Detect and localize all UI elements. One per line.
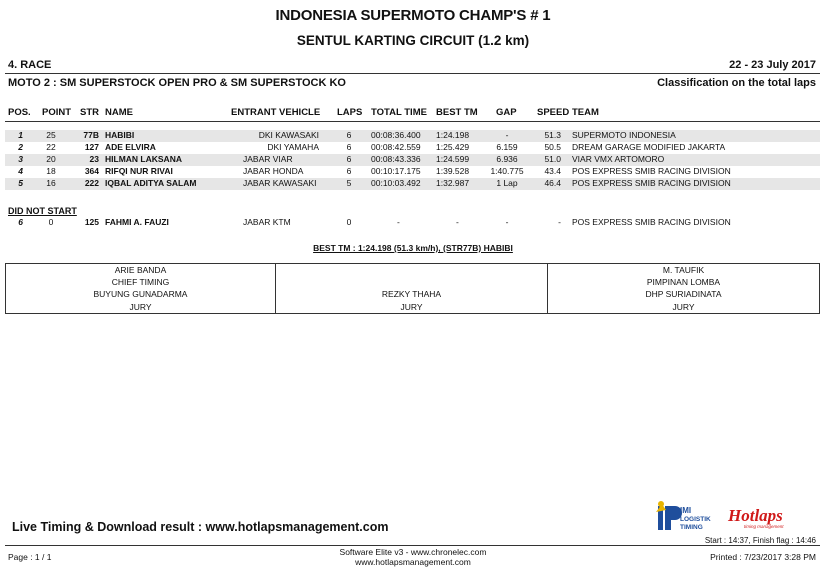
imi-text-line: TIMING <box>680 524 703 531</box>
row-name: IQBAL ADITYA SALAM <box>105 178 197 188</box>
row-laps: 6 <box>346 142 352 152</box>
row-point: 0 <box>48 217 54 227</box>
start-finish-time: Start : 14:37, Finish flag : 14:46 <box>704 536 816 545</box>
printed-timestamp: Printed : 7/23/2017 3:28 PM <box>710 552 816 562</box>
row-laps: 5 <box>346 178 352 188</box>
row-best-tm: - <box>456 217 459 227</box>
row-best-tm: 1:32.987 <box>436 178 470 188</box>
software-credit <box>0 547 826 567</box>
row-entrant: DKI YAMAHA <box>267 142 319 152</box>
signature-line: M. TAUFIK <box>662 265 705 275</box>
row-gap: - <box>505 217 509 227</box>
col-header-str: STR <box>80 107 99 118</box>
row-best-tm: 1:24.599 <box>436 154 470 164</box>
row-name: HABIBI <box>105 130 135 140</box>
row-name: HILMAN LAKSANA <box>105 154 182 164</box>
row-team: VIAR VMX ARTOMORO <box>572 154 665 164</box>
row-laps: 6 <box>346 154 352 164</box>
row-total-time: 00:08:43.336 <box>371 154 421 164</box>
col-header-laps: LAPS <box>337 107 363 118</box>
signature-column-right <box>548 264 819 313</box>
row-entrant: JABAR HONDA <box>243 166 304 176</box>
row-name: ADE ELVIRA <box>105 142 156 152</box>
col-header-speed: SPEED <box>537 107 570 118</box>
row-gap: 6.936 <box>496 154 518 164</box>
signature-line: BUYUNG GUNADARMA <box>93 289 188 300</box>
col-header-total-time: TOTAL TIME <box>371 107 427 118</box>
row-team: POS EXPRESS SMIB RACING DIVISION <box>572 217 731 227</box>
signature-line: CHIEF TIMING <box>111 277 170 288</box>
row-pos: 5 <box>18 178 23 188</box>
row-team: POS EXPRESS SMIB RACING DIVISION <box>572 166 731 176</box>
imi-logo-icon <box>656 501 682 530</box>
signature-line <box>276 264 547 276</box>
row-point: 16 <box>46 178 56 188</box>
row-pos: 6 <box>18 217 23 227</box>
row-total-time: 00:10:03.492 <box>371 178 421 188</box>
result-row <box>5 130 820 142</box>
race-label: 4. RACE <box>8 59 52 71</box>
row-best-tm: 1:25.429 <box>436 142 470 152</box>
row-str: 23 <box>89 154 99 164</box>
row-speed: 50.5 <box>544 142 561 152</box>
col-header-point: POINT <box>42 107 72 118</box>
row-best-tm: 1:24.198 <box>436 130 470 140</box>
row-str: 364 <box>84 166 99 176</box>
row-laps: 6 <box>346 130 352 140</box>
row-total-time: - <box>397 217 400 227</box>
row-str: 127 <box>84 142 99 152</box>
live-timing-link[interactable]: Live Timing & Download result : www.hotlapsmanagement.com <box>12 520 389 534</box>
dns-heading: DID NOT START <box>8 206 77 216</box>
row-team: POS EXPRESS SMIB RACING DIVISION <box>572 178 731 188</box>
row-str: 77B <box>83 130 99 140</box>
dns-row <box>5 217 820 229</box>
signature-line: JURY <box>400 301 423 312</box>
result-row <box>5 154 820 166</box>
row-gap: 1 Lap <box>496 178 518 188</box>
row-str: 125 <box>84 217 99 227</box>
row-entrant: DKI KAWASAKI <box>258 130 319 140</box>
col-header-name: NAME <box>105 107 133 118</box>
row-name: RIFQI NUR RIVAI <box>105 166 173 176</box>
row-point: 20 <box>46 154 56 164</box>
row-point: 25 <box>46 130 56 140</box>
imi-text-line: LOGISTIK <box>680 516 711 523</box>
row-total-time: 00:10:17.175 <box>371 166 421 176</box>
row-speed: 51.3 <box>544 130 561 140</box>
col-header-best-tm: BEST TM <box>436 107 478 118</box>
row-laps: 0 <box>346 217 352 227</box>
row-speed: 46.4 <box>544 178 561 188</box>
signature-column-left <box>6 264 276 313</box>
row-total-time: 00:08:36.400 <box>371 130 421 140</box>
row-laps: 6 <box>346 166 352 176</box>
row-entrant: JABAR KAWASAKI <box>243 178 317 188</box>
row-gap: - <box>505 130 509 140</box>
event-date: 22 - 23 July 2017 <box>729 59 816 71</box>
row-gap: 6.159 <box>496 142 518 152</box>
col-header-gap: GAP <box>496 107 517 118</box>
software-line: Software Elite v3 - www.chronelec.com <box>339 547 487 557</box>
signature-line: ARIE BANDA <box>114 265 167 275</box>
circuit-subtitle: SENTUL KARTING CIRCUIT (1.2 km) <box>296 33 530 48</box>
row-best-tm: 1:39.528 <box>436 166 470 176</box>
row-pos: 4 <box>18 166 23 176</box>
result-row <box>5 166 820 178</box>
col-header-entrant: ENTRANT VEHICLE <box>231 107 321 118</box>
signature-line: PIMPINAN LOMBA <box>646 277 721 288</box>
result-row <box>5 178 820 190</box>
row-speed: 51.0 <box>544 154 561 164</box>
col-header-team: TEAM <box>572 107 599 118</box>
row-speed: 43.4 <box>544 166 561 176</box>
document-title: INDONESIA SUPERMOTO CHAMP'S # 1 <box>275 7 551 24</box>
row-team: SUPERMOTO INDONESIA <box>572 130 676 140</box>
best-time-summary: BEST TM : 1:24.198 (51.3 km/h), (STR77B) HABIBI <box>313 243 513 253</box>
col-header-pos: POS. <box>8 107 31 118</box>
row-point: 22 <box>46 142 56 152</box>
signature-line: DHP SURIADINATA <box>645 289 722 300</box>
row-gap: 1:40.775 <box>490 166 524 176</box>
hotlaps-brand: Hotlaps <box>728 506 783 525</box>
signature-line: REZKY THAHA <box>381 289 442 300</box>
software-url[interactable]: www.hotlapsmanagement.com <box>355 557 471 567</box>
row-team: DREAM GARAGE MODIFIED JAKARTA <box>572 142 726 152</box>
signature-line <box>276 276 547 288</box>
row-pos: 3 <box>18 154 23 164</box>
row-entrant: JABAR VIAR <box>243 154 293 164</box>
imi-text-line: IMI <box>680 506 692 515</box>
hotlaps-tagline: timing management <box>744 524 784 529</box>
footer-divider <box>5 545 820 546</box>
signature-line: JURY <box>129 301 152 312</box>
page-number: Page : 1 / 1 <box>8 552 52 562</box>
row-str: 222 <box>84 178 99 188</box>
row-total-time: 00:08:42.559 <box>371 142 421 152</box>
row-pos: 2 <box>18 142 23 152</box>
header-divider <box>5 121 820 122</box>
row-pos: 1 <box>18 130 23 140</box>
row-speed: - <box>558 217 561 227</box>
signature-column-center <box>276 264 548 313</box>
signature-box <box>5 263 820 314</box>
classification-label: Classification on the total laps <box>657 77 816 89</box>
category-label: MOTO 2 : SM SUPERSTOCK OPEN PRO & SM SUPERSTOCK KO <box>8 77 346 89</box>
divider <box>5 73 820 74</box>
signature-line: JURY <box>672 301 695 312</box>
row-name: FAHMI A. FAUZI <box>105 217 169 227</box>
result-row <box>5 142 820 154</box>
sponsor-logo <box>652 500 812 536</box>
row-entrant: JABAR KTM <box>243 217 291 227</box>
row-point: 18 <box>46 166 56 176</box>
